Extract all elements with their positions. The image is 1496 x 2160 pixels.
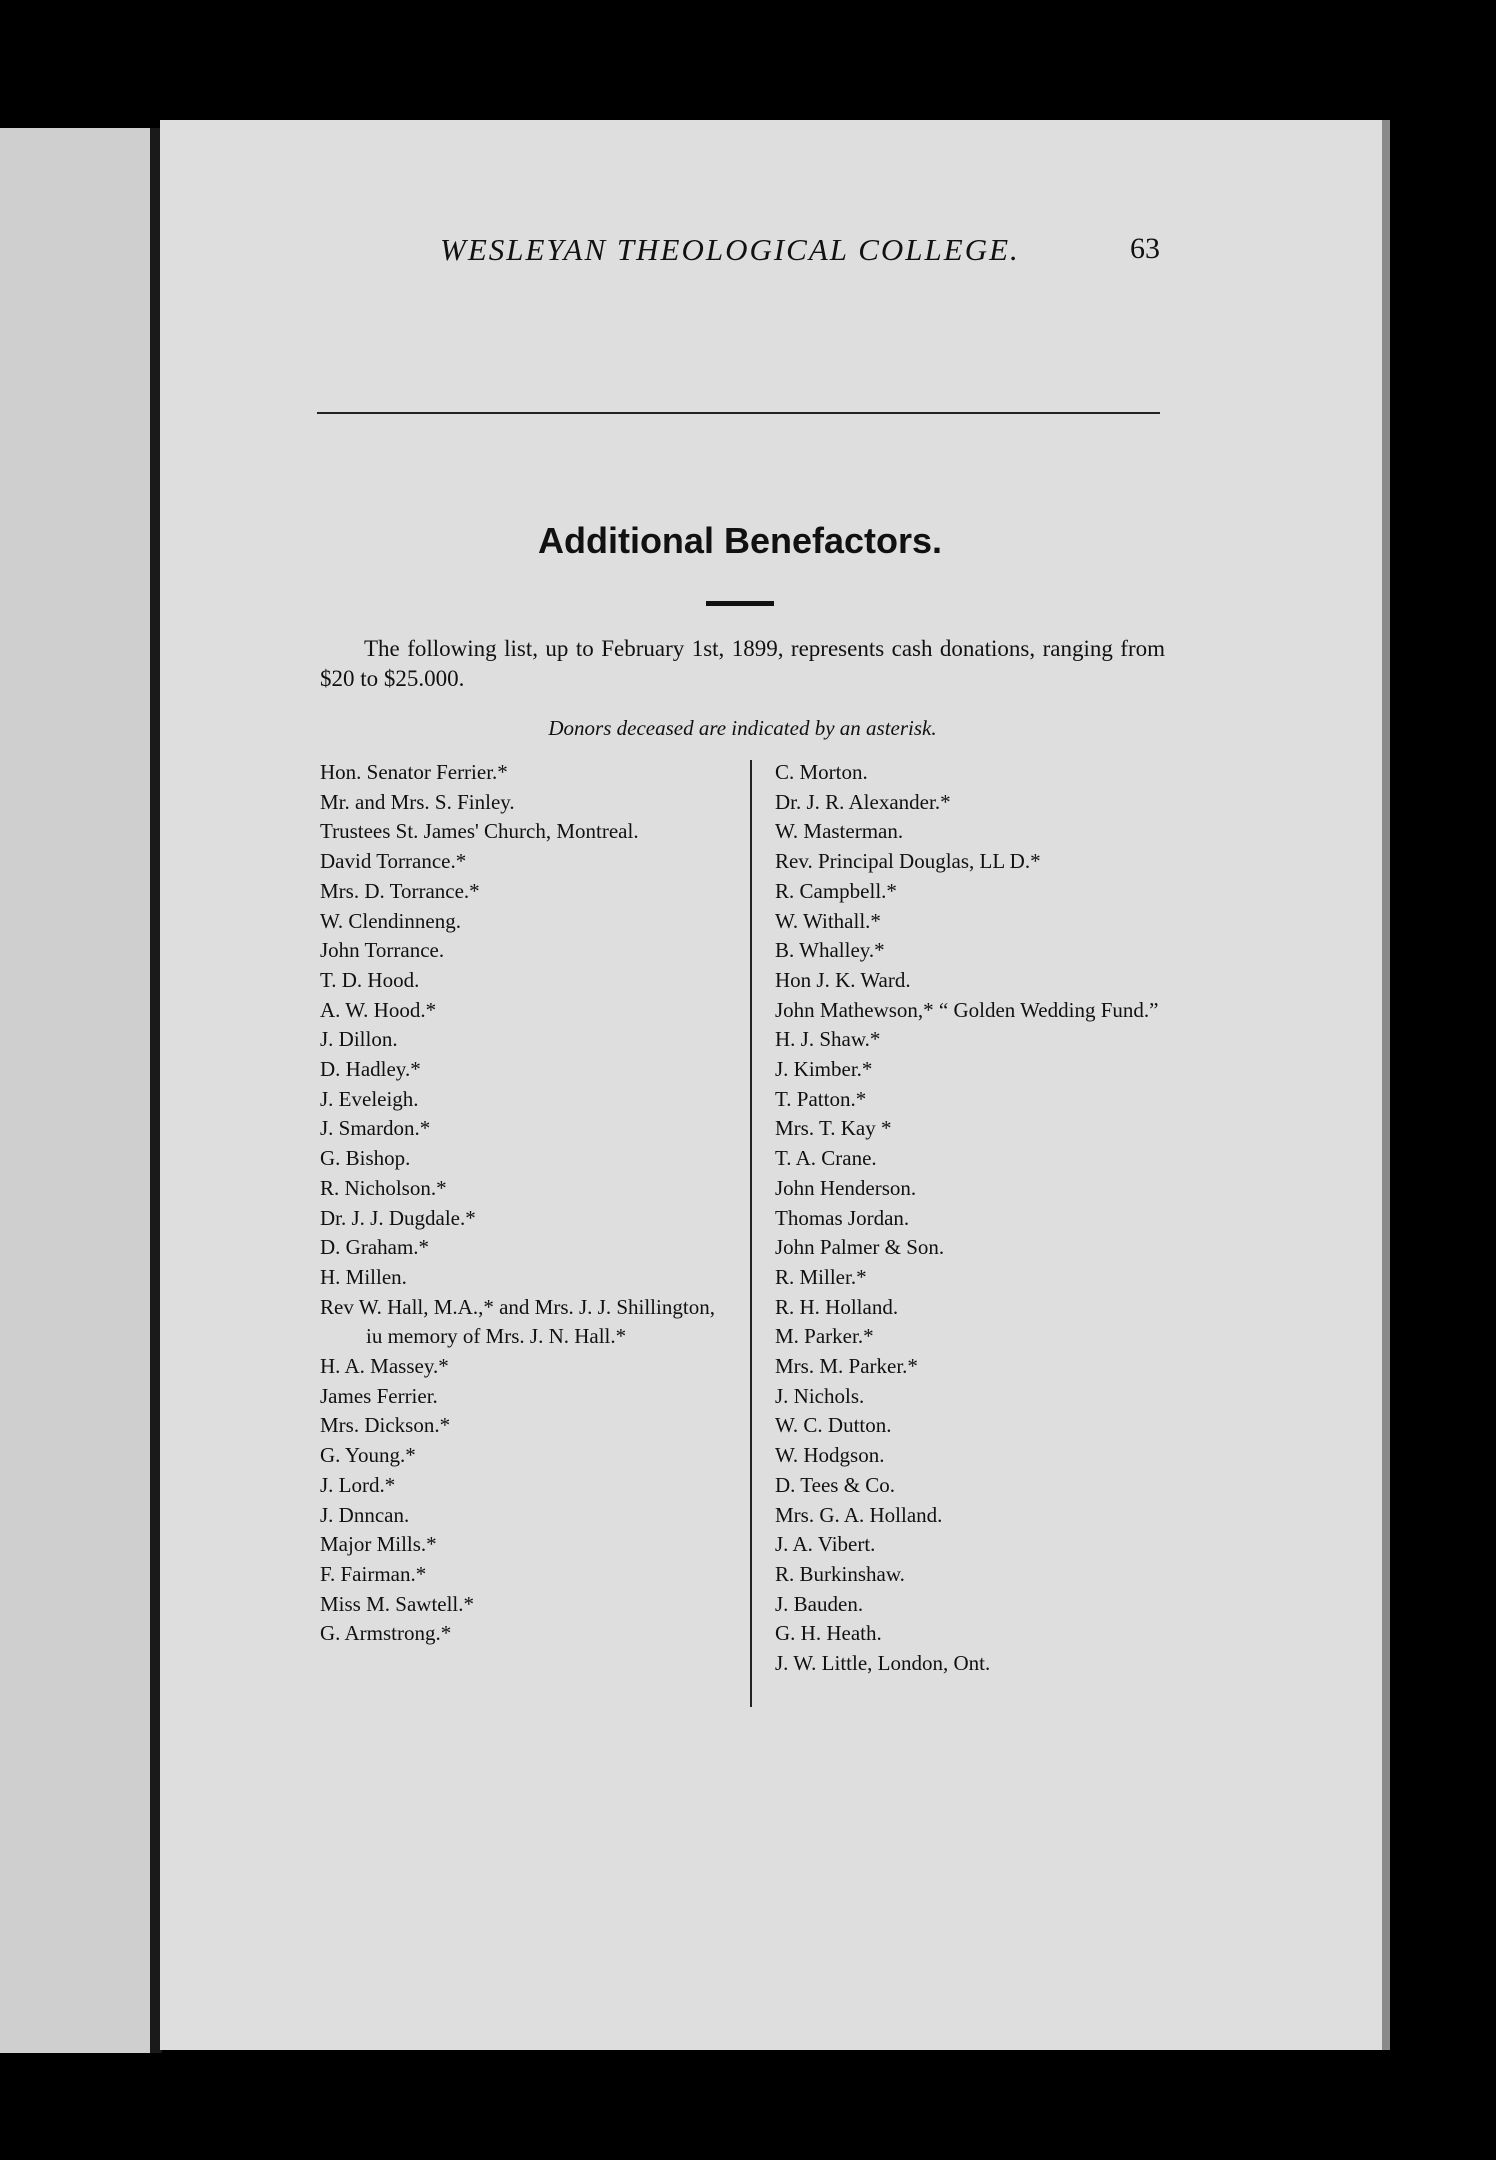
donor-entry: J. Dnncan. bbox=[320, 1502, 410, 1527]
donor-entry: David Torrance.* bbox=[320, 849, 467, 874]
asterisk-note: Donors deceased are indicated by an asterisk. bbox=[548, 716, 937, 740]
donor-entry: G. Armstrong.* bbox=[320, 1621, 452, 1646]
donor-entry: Major Mills.* bbox=[320, 1532, 437, 1557]
donor-entry: H. A. Massey.* bbox=[320, 1354, 449, 1379]
donor-entry: Mrs. M. Parker.* bbox=[775, 1354, 918, 1379]
donor-entry: G. Young.* bbox=[320, 1443, 416, 1468]
running-head: WESLEYAN THEOLOGICAL COLLEGE. bbox=[440, 232, 1020, 267]
donor-entry: C. Morton. bbox=[775, 760, 868, 784]
donor-entry: T. D. Hood. bbox=[320, 967, 420, 992]
donor-entry: Rev W. Hall, M.A.,* and Mrs. J. J. Shillington, iu memory of Mrs. J. N. Hall.* bbox=[320, 1294, 715, 1349]
donor-entry: Trustees St. James' Church, Montreal. bbox=[320, 819, 639, 844]
donor-entry: R. Miller.* bbox=[775, 1264, 867, 1289]
donor-entry: R. H. Holland. bbox=[775, 1294, 899, 1319]
donor-entry: D. Tees & Co. bbox=[775, 1472, 896, 1497]
donor-entry: Dr. J. J. Dugdale.* bbox=[320, 1205, 476, 1230]
donor-entry: D. Graham.* bbox=[320, 1235, 430, 1260]
donor-entry: J. Bauden. bbox=[775, 1591, 864, 1616]
donor-entry: John Henderson. bbox=[775, 1175, 917, 1200]
donor-entry: Mrs. T. Kay * bbox=[775, 1116, 892, 1141]
donor-entry: Mrs. G. A. Holland. bbox=[775, 1502, 943, 1527]
donor-entry: G. Bishop. bbox=[320, 1146, 411, 1171]
intro-paragraph: The following list, up to February 1st, 1899, represents cash donations, ranging from $20 to $25.000. bbox=[320, 636, 1165, 691]
column-divider bbox=[750, 760, 752, 1707]
donor-entry: J. Eveleigh. bbox=[320, 1086, 419, 1111]
facing-page-edge bbox=[0, 128, 153, 2053]
donor-entry: D. Hadley.* bbox=[320, 1057, 421, 1082]
donor-entry: Miss M. Sawtell.* bbox=[320, 1591, 475, 1616]
donor-entry: T. A. Crane. bbox=[775, 1146, 877, 1171]
donor-entry: J. A. Vibert. bbox=[775, 1532, 876, 1557]
donor-entry: John Mathewson,* “ Golden Wedding Fund.” bbox=[775, 997, 1159, 1022]
donor-entry: J. Nichols. bbox=[775, 1383, 865, 1408]
donor-entry: J. Dillon. bbox=[320, 1027, 398, 1052]
donor-entry: Mr. and Mrs. S. Finley. bbox=[320, 789, 515, 814]
header-rule bbox=[317, 412, 1160, 414]
donor-entry: R. Burkinshaw. bbox=[775, 1561, 905, 1586]
donor-entry: Thomas Jordan. bbox=[775, 1205, 910, 1230]
donor-entry: W. Masterman. bbox=[775, 819, 904, 844]
donor-entry: J. W. Little, London, Ont. bbox=[775, 1651, 991, 1676]
donor-entry: G. H. Heath. bbox=[775, 1621, 882, 1646]
page-number: 63 bbox=[1130, 232, 1160, 265]
donor-entry: W. Hodgson. bbox=[775, 1443, 885, 1468]
donor-entry: John Torrance. bbox=[320, 938, 445, 963]
donor-list-left bbox=[320, 758, 720, 1649]
donor-entry: J. Lord.* bbox=[320, 1472, 396, 1497]
donor-entry: W. Clendinneng. bbox=[320, 908, 461, 933]
donor-entry: W. C. Dutton. bbox=[775, 1413, 892, 1438]
donor-entry: H. Millen. bbox=[320, 1264, 407, 1289]
donor-entry: J. Kimber.* bbox=[775, 1057, 873, 1082]
donor-entry: Mrs. Dickson.* bbox=[320, 1413, 451, 1438]
donor-entry: J. Smardon.* bbox=[320, 1116, 431, 1141]
donor-entry: R. Campbell.* bbox=[775, 878, 897, 903]
donor-entry: R. Nicholson.* bbox=[320, 1175, 447, 1200]
donor-entry: F. Fairman.* bbox=[320, 1561, 427, 1586]
page-header bbox=[280, 232, 1160, 282]
donor-entry: T. Patton.* bbox=[775, 1086, 867, 1111]
donor-entry: W. Withall.* bbox=[775, 908, 881, 933]
donor-entry: Mrs. D. Torrance.* bbox=[320, 878, 480, 903]
donor-entry: John Palmer & Son. bbox=[775, 1235, 945, 1260]
donor-entry: Hon. Senator Ferrier.* bbox=[320, 760, 508, 784]
donor-entry: H. J. Shaw.* bbox=[775, 1027, 881, 1052]
donor-entry: B. Whalley.* bbox=[775, 938, 885, 963]
donor-entry: Rev. Principal Douglas, LL D.* bbox=[775, 849, 1041, 874]
donor-list-right bbox=[775, 758, 1185, 1679]
donor-entry: Dr. J. R. Alexander.* bbox=[775, 789, 951, 814]
donor-entry: M. Parker.* bbox=[775, 1324, 874, 1349]
title-ornament-dash bbox=[706, 601, 774, 606]
donor-entry: Hon J. K. Ward. bbox=[775, 967, 911, 992]
donor-entry: A. W. Hood.* bbox=[320, 997, 437, 1022]
donor-entry: James Ferrier. bbox=[320, 1383, 438, 1408]
page-title: Additional Benefactors. bbox=[537, 520, 943, 561]
